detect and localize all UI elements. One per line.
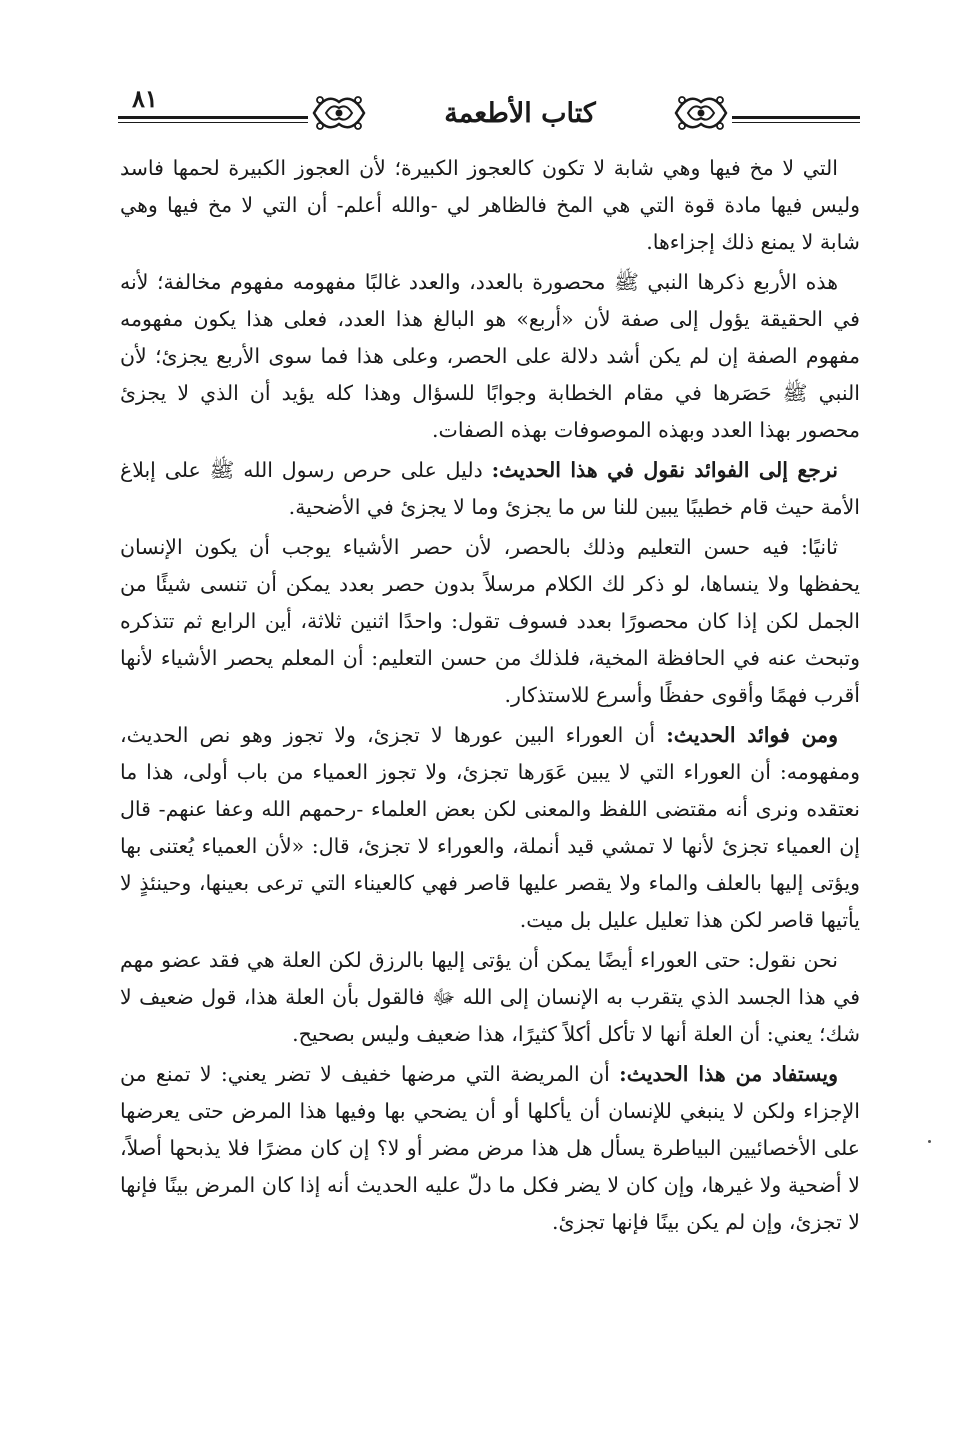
paragraph [120,1056,860,1241]
paragraph [120,150,860,261]
paragraph-heading: ويستفاد من هذا الحديث: [619,1062,838,1086]
paragraph-text: ثانيًا: فيه حسن التعليم وذلك بالحصر، لأن حصر الأشياء يوجب أن يكون الإنسان يحفظها ولا ينساها، لو ذكر لك الكلام مرسلاً بدون حصر بعدد يمكن أن تنسى شيئًا من الجمل لكن إذا كان محصورًا بعدد فسوف تقول: واحدًا اثنين ثلاثة، أين الرابع ثم تتذكره وتبحث عنه في الحافظة المخية، فلذلك من حسن التعليم: أن المعلم يحصر الأشياء لأنها أقرب فهمًا وأقوى حفظًا وأسرع للاستذكار. [120,535,860,707]
page-title-box [370,92,670,136]
paragraph [120,717,860,939]
page-body [120,150,860,1244]
ornament-right-icon [670,88,732,138]
page-title: كتاب الأطعمة [444,98,596,129]
paragraph [120,942,860,1053]
paragraph-heading: نرجع إلى الفوائد نقول في هذا الحديث: [491,458,838,482]
paragraph [120,529,860,714]
ornament-left-icon [308,88,370,138]
margin-mark [928,1140,931,1143]
paragraph-text: هذه الأربع ذكرها النبي ﷺ محصورة بالعدد، والعدد غالبًا مفهومه مفهوم مخالفة؛ لأنه في الحقيقة يؤول إلى صفة لأن «أربع» هو البالغ هذا العدد، فعلى هذا يكون مفهومه مفهوم الصفة إن لم يكن أشد دلالة على الحصر، وعلى هذا فما سوى الأربع يجزئ؛ لأن النبي ﷺ حَصَرها في مقام الخطابة وجوابًا للسؤال وهذا كله يؤيد أن الذي لا يجزئ محصور بهذا العدد وبهذه الموصوفات بهذه الصفات. [120,270,860,442]
paragraph-text: أن العوراء البين عورها لا تجزئ، ولا تجوز وهو نص الحديث، ومفهومه: أن العوراء التي لا يبين عَوَرها تجزئ، ولا تجوز العمياء من باب أولى، هذا ما نعتقده ونرى أنه مقتضى اللفظ والمعنى لكن بعض العلماء -رحمهم الله وعفا عنهم- قال إن العمياء تجزئ لأنها لا تمشي قيد أنملة، والعوراء لا تجزئ، قال: «لأن العمياء يُعتنى بها ويؤتى إليها بالعلف والماء ولا يقصر عليها قاصر فهي كالعيناء التي ترعى بعينها، وحينئذٍ لا يأتيها قاصر لكن هذا تعليل عليل بل ميت. [120,723,860,932]
paragraph-text: التي لا مخ فيها وهي شابة لا تكون كالعجوز الكبيرة؛ لأن العجوز الكبيرة لحمها فاسد وليس فيها مادة قوة التي هي المخ فالظاهر لي -والله أعلم- أن التي لا مخ فيها وهي شابة لا يمنع ذلك إجزاءها. [120,156,860,254]
page-header [118,78,860,150]
page-number: ٨١ [132,84,158,113]
paragraph [120,264,860,449]
paragraph-text: دليل على حرص رسول الله ﷺ على إبلاغ الأمة حيث قام خطيبًا يبين للنا س ما يجزئ وما لا يجزئ في الأضحية. [120,458,860,519]
paragraph-text: نحن نقول: حتى العوراء أيضًا يمكن أن يؤتى إليها بالرزق لكن العلة هي فقد عضو مهم في هذا الجسد الذي يتقرب به الإنسان إلى الله ﷻ فالقول بأن العلة هذا، قول ضعيف لا شك؛ يعني: أن العلة أنها لا تأكل أكلاً كثيرًا، هذا ضعيف وليس بصحيح. [120,948,860,1046]
paragraph-text: أن المريضة التي مرضها خفيف لا تضر يعني: لا تمنع من الإجزاء ولكن لا ينبغي للإنسان أن يأكلها أو أن يضحي بها وفيها هذا المرض حتى يعرضها على الأخصائيين البياطرة يسأل هل هذا مرض مضر أو لا؟ إن كان مضرًا فلا يذبحها أصلاً، لا أضحية ولا غيرها، وإن كان لا يضر فكل ما دلّ عليه الحديث أنه إذا كان المرض بينًا فإنها لا تجزئ، وإن لم يكن بينًا فإنها تجزئ. [120,1062,860,1234]
paragraph-heading: ومن فوائد الحديث: [666,723,838,747]
paragraph [120,452,860,526]
